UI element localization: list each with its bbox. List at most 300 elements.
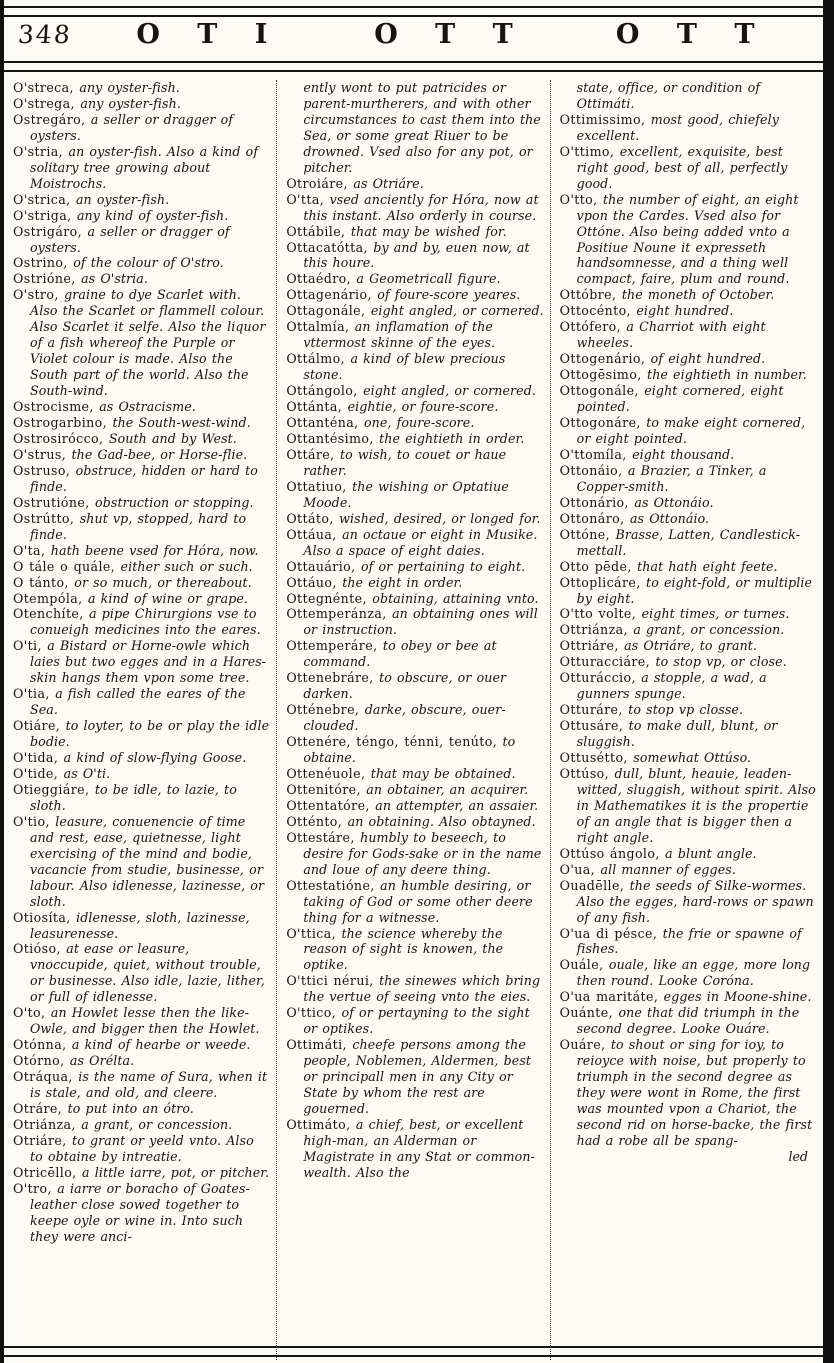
dictionary-entry [560,846,818,862]
dictionary-entry [13,271,271,287]
bottom-double-rule [4,1346,823,1357]
dictionary-entry [560,319,818,351]
headword: Ottúso, [559,765,615,781]
definition: the seeds of Silke-wormes. Also the egges, hard-rows or spawn of any fish. [576,877,814,925]
definition: to put into an ótro. [67,1101,194,1116]
definition: the eightieth in order. [379,430,525,446]
dictionary-entry [13,606,271,638]
dictionary-entry [13,112,271,144]
dictionary-entry [560,878,818,926]
entry-continuation [286,80,544,176]
definition: of foure-score yeares. [377,287,521,303]
definition: to obscure, or ouer darken. [303,670,507,702]
headword: Ottimáto, [286,1116,356,1132]
headword: Ottimissimo, [559,111,651,127]
definition: a Bistard or Horne-owle which laies but two egges and in a Hares-skin hangs them vpon some tree. [30,638,267,686]
dictionary-entry [560,718,818,750]
definition: of the colour of O'stro. [73,255,224,271]
definition: to grant or yeeld vnto. Also to obtaine by intreatie. [30,1132,254,1164]
definition: eight cornered, eight pointed. [576,383,784,415]
definition: one, foure-score. [363,415,475,431]
dictionary-entry [13,192,271,208]
definition: the frie or spawne of fishes. [576,925,802,957]
running-heads [88,19,813,50]
running-head-ott-2: O T T [615,19,769,50]
definition: obstruce, hidden or hard to finde. [30,462,258,494]
dictionary-entry [560,367,818,383]
headword: Ostrosirócco, [13,430,109,446]
definition: a grant, or concession. [633,622,785,638]
dictionary-entry [286,798,544,814]
definition: a kind of slow-flying Goose. [63,750,247,766]
dictionary-entry [560,670,818,702]
dictionary-entry [286,447,544,479]
headword: Otriánza, [13,1116,82,1132]
dictionary-entry [286,240,544,272]
definition: an obtainer, an acquirer. [366,781,529,797]
definition: most good, chiefely excellent. [576,111,779,143]
headword: Ottogonáre, [559,415,647,431]
definition: an obtaining ones will or instruction. [303,606,538,638]
headword: O'tta, [286,191,330,207]
dictionary-entry [286,351,544,383]
dictionary-entry [13,1037,271,1053]
definition: a kind of blew precious stone. [303,351,506,383]
definition: an humble desiring, or taking of God or some other deere thing for a witnesse. [303,877,533,925]
definition: shut vp, stopped, hard to finde. [30,510,247,542]
definition: cheefe persons among the people, Noblemen, Aldermen, best or principall men in any City or State by whom the rest are gouerned. [303,1037,532,1116]
headword: O'tto, [559,191,603,207]
running-head-oti: O T I [136,19,282,50]
definition: all manner of egges. [600,861,736,877]
headword: Ouánte, [559,1005,619,1021]
dictionary-entry [286,479,544,511]
headword: O'strus, [13,446,72,462]
headword: Otórno, [13,1053,70,1069]
dictionary-entry [286,527,544,559]
definition: eight angled, or cornered. [370,303,544,319]
dictionary-entry [560,144,818,192]
headword: Ottóbre, [559,287,622,303]
definition: an octaue or eight in Musike. Also a space of eight daies. [303,526,538,558]
definition: as Ostracisme. [99,399,196,415]
definition: a kind of hearbe or weede. [71,1037,251,1053]
dictionary-entry [286,926,544,974]
headword: Otriáre, [13,1132,73,1148]
definition: as Ottonáio. [634,494,714,510]
definition: a blunt angle. [665,845,757,861]
headword: O'tida, [13,750,64,766]
dictionary-entry [560,654,818,670]
headword: Otráre, [13,1101,68,1116]
dictionary-entry [560,862,818,878]
dictionary-entry [286,287,544,303]
dictionary-entry [13,766,271,782]
definition: to obey or bee at command. [303,638,497,670]
dictionary-entry [13,495,271,511]
definition: either such or such. [120,558,253,574]
definition: egges in Moone-shine. [663,989,812,1005]
dictionary-entry [13,463,271,495]
definition: graine to dye Scarlet with. Also the Scarlet or flammell colour. Also Scarlet it selfe. Also the liquor of a fish whereof the Purple or Violet colour is made. Also the South part of the world. Also the South-wind. [30,287,266,399]
headword: Ouáre, [559,1037,611,1053]
headword: O'tto volte, [559,606,642,622]
definition: leasure, conuenencie of time and rest, ease, quietnesse, light exercising of the mind and bodie, vacancie from studie, businesse, or labour. Also idlenesse, lazinesse, or sloth. [30,813,265,909]
headword: Ottenebráre, [286,670,380,686]
entry-continuation [560,80,818,112]
definition: one that did triumph in the second degree. Looke Ouáre. [576,1005,800,1037]
headword: Ottogēsimo, [559,367,648,383]
definition: eight hundred. [636,303,734,319]
definition: darke, obscure, ouer-clouded. [303,702,506,734]
headword: Otto pēde, [559,558,638,574]
dictionary-entry [560,957,818,989]
headword: Ottábile, [286,223,351,239]
dictionary-entry [13,255,271,271]
dictionary-entry [286,670,544,702]
dictionary-entry [13,224,271,256]
dictionary-entry [560,192,818,288]
definition: is the name of Sura, when it is stale, and old, and cleere. [30,1069,268,1101]
definition: somewhat Ottúso. [633,750,752,766]
definition: of eight hundred. [650,351,766,367]
definition: that may be obtained. [370,765,516,781]
definition: that may be wished for. [350,223,507,239]
headword: Otturáre, [559,702,629,718]
headword: Ottalmía, [286,319,355,335]
definition: a Charriot with eight wheeles. [576,319,766,351]
dictionary-entry [13,431,271,447]
definition: to stop vp, or close. [655,654,787,670]
dictionary-entry [286,1037,544,1117]
dictionary-entry [560,112,818,144]
definition: ouale, like an egge, more long then round. Looke Coróna. [576,957,811,989]
dictionary-entry [560,527,818,559]
dictionary-entry [286,383,544,399]
definition: the wishing or Optatiue Moode. [303,478,509,510]
definition: as O'ti. [63,765,111,781]
definition: humbly to beseech, to desire for Gods-sake or in the name and loue of any deere thing. [303,829,542,877]
definition: obstruction or stopping. [95,494,254,510]
headword: Ottestáre, [286,829,361,845]
headword: Ostregáro, [13,111,91,127]
header-double-rule [4,61,823,72]
headword: O'ua, [559,861,601,877]
dictionary-entry [13,447,271,463]
dictionary-entry [13,718,271,750]
headword: Ottogonále, [559,383,645,399]
headword: Ottonáro, [559,510,630,526]
definition: any oyster-fish. [80,95,181,111]
definition: dull, blunt, heauie, leaden-witted, sluggish, without spirit. Also in Mathematikes it is the propertie of an angle that is bigger then a right angle. [576,765,816,845]
headword: Ottenéuole, [286,765,371,781]
dictionary-entry [286,878,544,926]
dictionary-entry [13,941,271,1005]
dictionary-entry [286,1117,544,1181]
headword: O'ttici nérui, [286,973,380,989]
definition: to loyter, to be or play the idle bodie. [30,718,270,750]
dictionary-entry [13,80,271,96]
dictionary-entry [13,511,271,543]
headword: Otiáre, [13,718,66,734]
definition: a fish called the eares of the Sea. [30,686,246,718]
dictionary-entry [286,973,544,1005]
definition: eight times, or turnes. [641,606,790,622]
definition: to stop vp closse. [628,702,744,718]
definition: an oyster-fish. Also a kind of solitary tree growing about Moistrochs. [30,143,259,191]
headword: Ottantésimo, [286,430,380,446]
dictionary-entry [286,591,544,607]
column-1 [4,78,276,1363]
definition: of or pertaining to eight. [360,558,526,574]
headword: Ottusétto, [559,750,634,766]
dictionary-entry [560,559,818,575]
headword: O'stro, [13,287,65,303]
definition: any oyster-fish. [79,80,180,95]
headword: Ottagenário, [286,287,378,303]
dictionary-entry [286,303,544,319]
dictionary-entry [286,830,544,878]
definition: any kind of oyster-fish. [76,207,229,223]
dictionary-entry [13,1069,271,1101]
page-header [4,17,823,61]
dictionary-entry [13,686,271,718]
headword: Otónna, [13,1037,72,1053]
headword: Ottanténa, [286,415,364,431]
headword: Ottáuo, [286,574,343,590]
headword: Ouále, [559,957,609,973]
dictionary-entry [286,399,544,415]
top-double-rule [4,6,823,17]
headword: Ottálmo, [286,351,351,367]
headword: O'tro, [13,1180,58,1196]
headword: O'ua maritáte, [559,989,664,1005]
headword: Ottánta, [286,399,348,415]
headword: Otiosíta, [13,909,77,925]
headword: Ottáto, [286,510,340,526]
headword: Ostrigáro, [13,223,88,239]
dictionary-entry [560,383,818,415]
dictionary-entry [13,750,271,766]
definition: at ease or leasure, vnoccupide, quiet, without trouble, or businesse. Also idle, lazie, lither, or full of idlenesse. [30,941,265,1005]
definition: state, office, or condition of Ottimáti. [576,80,761,111]
definition: eight angled, or cornered. [363,383,536,399]
dictionary-entry [560,303,818,319]
headword: Ottegnénte, [286,590,373,606]
headword: Ottacatótta, [286,239,374,255]
dictionary-entry [13,1181,271,1245]
headword: O'ttomíla, [559,446,633,462]
definition: of or pertayning to the sight or optikes. [303,1005,530,1037]
headword: O'ttico, [286,1005,342,1021]
headword: O'tide, [13,765,64,781]
definition: a pipe Chirurgions vse to conueigh medicines into the eares. [30,606,261,638]
headword: O'streca, [13,80,80,95]
definition: the sinewes which bring the vertue of seeing vnto the eies. [303,973,541,1005]
headword: Otricēllo, [13,1164,82,1180]
dictionary-entry [560,766,818,846]
definition: excellent, exquisite, best right good, best of all, perfectly good. [576,143,788,191]
headword: Ottogenário, [559,351,651,367]
text-columns [4,72,823,1363]
dictionary-entry [286,319,544,351]
dictionary-entry [13,1101,271,1117]
dictionary-entry [286,415,544,431]
definition: as Otriáre, to grant. [624,638,758,654]
dictionary-entry [286,606,544,638]
headword: Ottaédro, [286,271,357,287]
headword: Ostrocisme, [13,399,100,415]
definition: Brasse, Latten, Candlestick-mettall. [576,526,801,558]
dictionary-entry [560,447,818,463]
dictionary-entry [286,782,544,798]
headword: Otténebre, [286,702,365,718]
dictionary-entry [286,271,544,287]
headword: Ottagonále, [286,303,371,319]
headword: O'tio, [13,813,56,829]
dictionary-entry [286,702,544,734]
dictionary-entry [13,208,271,224]
dictionary-entry [13,287,271,399]
headword: O'stria, [13,143,69,159]
definition: as O'stria. [81,271,149,287]
definition: the Gad-bee, or Horse-flie. [71,446,248,462]
definition: that hath eight feete. [637,558,778,574]
page-number: 348 [16,20,73,49]
headword: Ottriánza, [559,622,634,638]
dictionary-entry [286,511,544,527]
dictionary-entry [13,910,271,942]
definition: to eight-fold, or multiplie by eight. [576,574,813,606]
definition: ently wont to put patricides or parent-murtherers, and with other circumstances to cast them into the Sea, or some great Riuer to be drowned. Vsed also for any pot, or pitcher. [303,80,541,175]
definition: by and by, euen now, at this houre. [303,239,530,271]
headword: Otenchíte, [13,606,90,622]
dictionary-entry [286,176,544,192]
definition: an obtaining. Also obtayned. [347,813,536,829]
definition: a kind of wine or grape. [87,590,249,606]
headword: O'ttimo, [559,143,620,159]
dictionary-entry [560,463,818,495]
definition: a chief, best, or excellent high-man, an Alderman or Magistrate in any Stat or common-wealth. Also the [303,1116,535,1180]
headword: O'strica, [13,191,76,207]
headword: Otráqua, [13,1069,79,1085]
dictionary-entry [560,1037,818,1149]
headword: Ostrútto, [13,510,80,526]
dictionary-entry [13,559,271,575]
headword: O'to, [13,1005,51,1021]
dictionary-entry [286,734,544,766]
headword: Ottemperánza, [286,606,393,622]
dictionary-entry [286,638,544,670]
headword: Ouadēlle, [559,877,630,893]
headword: Ottonáio, [559,462,628,478]
headword: Ottentatóre, [286,797,376,813]
catchword: led [788,1148,808,1164]
definition: the South-west-wind. [112,415,251,431]
dictionary-entry [560,575,818,607]
headword: O'tia, [13,686,56,702]
dictionary-entry [13,591,271,607]
definition: to shout or sing for ioy, to reioyce with noise, but properly to triumph in the second degree as they were wont in Rome, the first was mounted vpon a Chariot, the second rid on horse-backe, the first had a robe all be spang- [576,1037,813,1148]
dictionary-entry [560,351,818,367]
definition: to be idle, to lazie, to sloth. [30,781,237,813]
headword: Ottáre, [286,446,340,462]
headword: Ostrutióne, [13,494,96,510]
headword: Otturacciáre, [559,654,656,670]
dictionary-entry [560,638,818,654]
definition: obtaining, attaining vnto. [372,590,539,606]
dictionary-entry [286,192,544,224]
dictionary-entry [560,495,818,511]
dictionary-entry [560,622,818,638]
dictionary-entry [560,989,818,1005]
headword: Ottatiuo, [286,478,353,494]
headword: Ostrino, [13,255,74,271]
dictionary-entry [13,638,271,686]
headword: Ottenére, téngo, ténni, tenúto, [286,734,503,750]
definition: wished, desired, or longed for. [339,510,541,526]
dictionary-entry [286,1005,544,1037]
headword: O'ta, [13,542,51,558]
definition: the eight in order. [342,574,463,590]
dictionary-entry [560,287,818,303]
definition: a seller or dragger of oysters. [30,111,234,143]
definition: a Geometricall figure. [356,271,501,287]
definition: eightie, or foure-score. [347,399,499,415]
dictionary-entry [286,814,544,830]
headword: Ottángolo, [286,383,364,399]
dictionary-entry [13,96,271,112]
headword: Ottonário, [559,494,635,510]
headword: Ostrióne, [13,271,82,287]
headword: O tále o quále, [13,558,121,574]
definition: an Howlet lesse then the like-Owle, and bigger then the Howlet. [30,1005,260,1037]
dictionary-entry [286,224,544,240]
definition: to make dull, blunt, or sluggish. [576,718,778,750]
headword: Otténto, [286,813,348,829]
headword: Otióso, [13,941,67,957]
definition: as Ottonáio. [629,510,710,526]
definition: a seller or dragger of oysters. [30,223,230,255]
dictionary-entry [13,399,271,415]
headword: Ottauário, [286,558,361,574]
running-head-ott-1: O T T [374,19,527,50]
definition: a little iarre, pot, or pitcher. [81,1164,270,1180]
headword: Ottestatióne, [286,877,381,893]
headword: O tánto, [13,574,75,590]
headword: O'striga, [13,207,77,223]
definition: the eightieth in number. [647,367,807,383]
dictionary-entry [13,1165,271,1181]
headword: O'strega, [13,95,81,111]
headword: Ottimáti, [286,1037,353,1053]
definition: a Brazier, a Tinker, a Copper-smith. [576,462,767,494]
column-3 [551,78,823,1363]
definition: an inflamation of the vttermost skinne of the eyes. [303,319,496,351]
dictionary-entry [560,926,818,958]
dictionary-entry [13,543,271,559]
definition: to make eight cornered, or eight pointed. [576,415,806,446]
dictionary-entry [13,1133,271,1165]
headword: Ottoplicáre, [559,574,647,590]
dictionary-entry [286,766,544,782]
definition: idlenesse, sloth, lazinesse, leasurenesse. [30,909,250,941]
headword: Ostruso, [13,462,76,478]
column-2 [277,78,549,1363]
definition: or so much, or thereabout. [74,574,252,590]
definition: a iarre or boracho of Goates-leather close sowed together to keepe oyle or wine in. Into such they were anci- [30,1180,250,1244]
dictionary-entry [286,575,544,591]
